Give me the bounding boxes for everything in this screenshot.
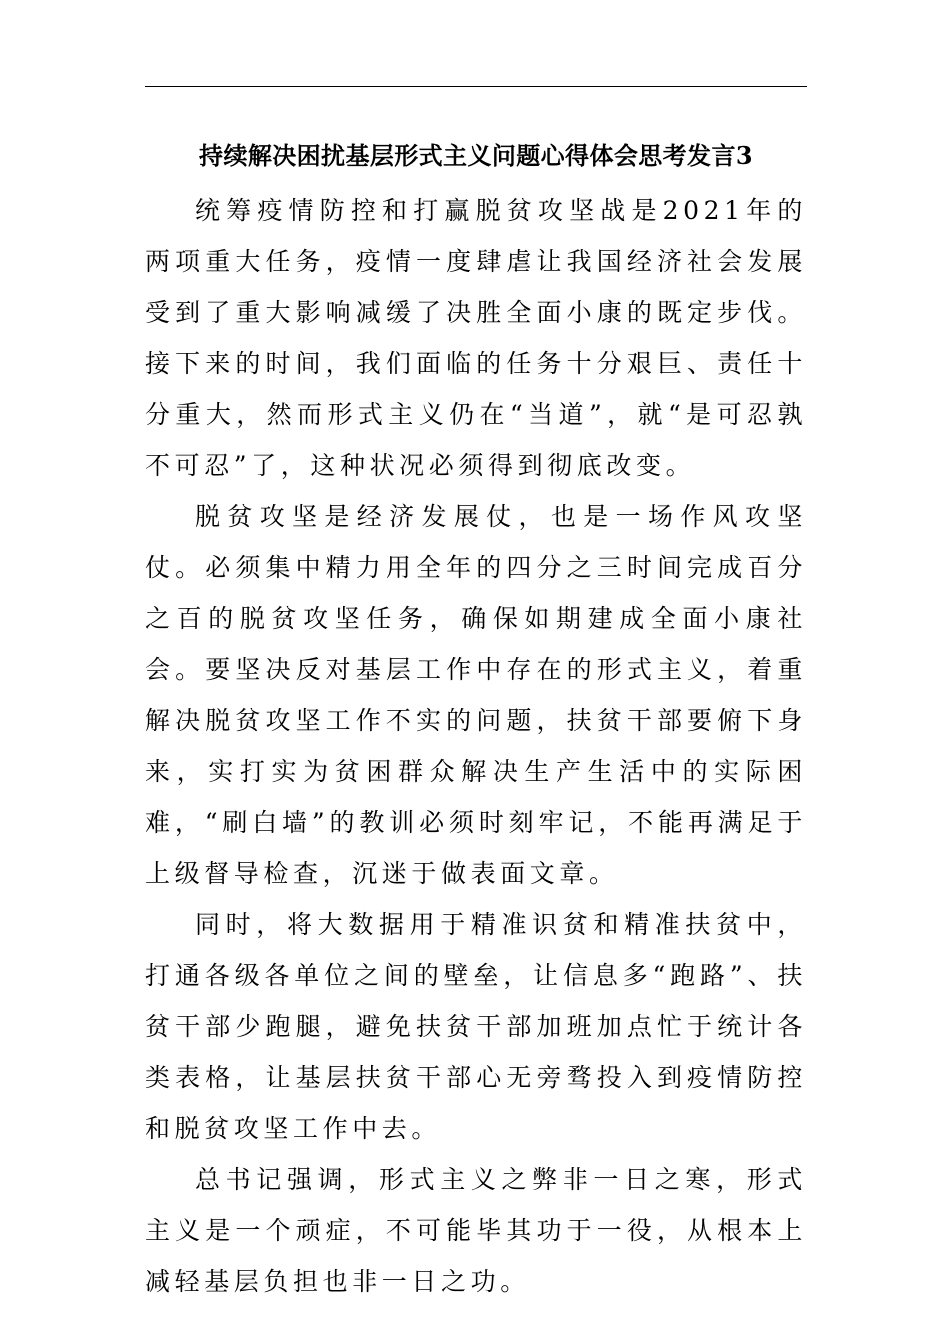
paragraph-2: 脱贫攻坚是经济发展仗，也是一场作风攻坚仗。必须集中精力用全年的四分之三时间完成百分之百的脱贫攻坚任务，确保如期建成全面小康社会。要坚决反对基层工作中存在的形式主义，着重解决脱贫攻坚工作不实的问题，扶贫干部要俯下身来，实打实为贫困群众解决生产生活中的实际困难，“刷白墙”的教训必须时刻牢记，不能再满足于上级督导检查，沉迷于做表面文章。	[145, 502, 807, 888]
document-body	[145, 185, 807, 1307]
header-rule	[145, 86, 807, 87]
document-title: 持续解决困扰基层形式主义问题心得体会思考发言3	[199, 141, 753, 170]
paragraph-1: 统筹疫情防控和打赢脱贫攻坚战是2021年的两项重大任务，疫情一度肆虐让我国经济社会发展受到了重大影响减缓了决胜全面小康的既定步伐。接下来的时间，我们面临的任务十分艰巨、责任十分重大，然而形式主义仍在“当道”，就“是可忍孰不可忍”了，这种状况必须得到彻底改变。	[145, 196, 807, 480]
paragraph-4: 总书记强调，形式主义之弊非一日之寒，形式主义是一个顽症，不可能毕其功于一役，从根本上减轻基层负担也非一日之功。	[145, 1165, 807, 1296]
paragraph-3: 同时，将大数据用于精准识贫和精准扶贫中，打通各级各单位之间的壁垒，让信息多“跑路”、扶贫干部少跑腿，避免扶贫干部加班加点忙于统计各类表格，让基层扶贫干部心无旁骛投入到疫情防控和脱贫攻坚工作中去。	[145, 910, 807, 1143]
